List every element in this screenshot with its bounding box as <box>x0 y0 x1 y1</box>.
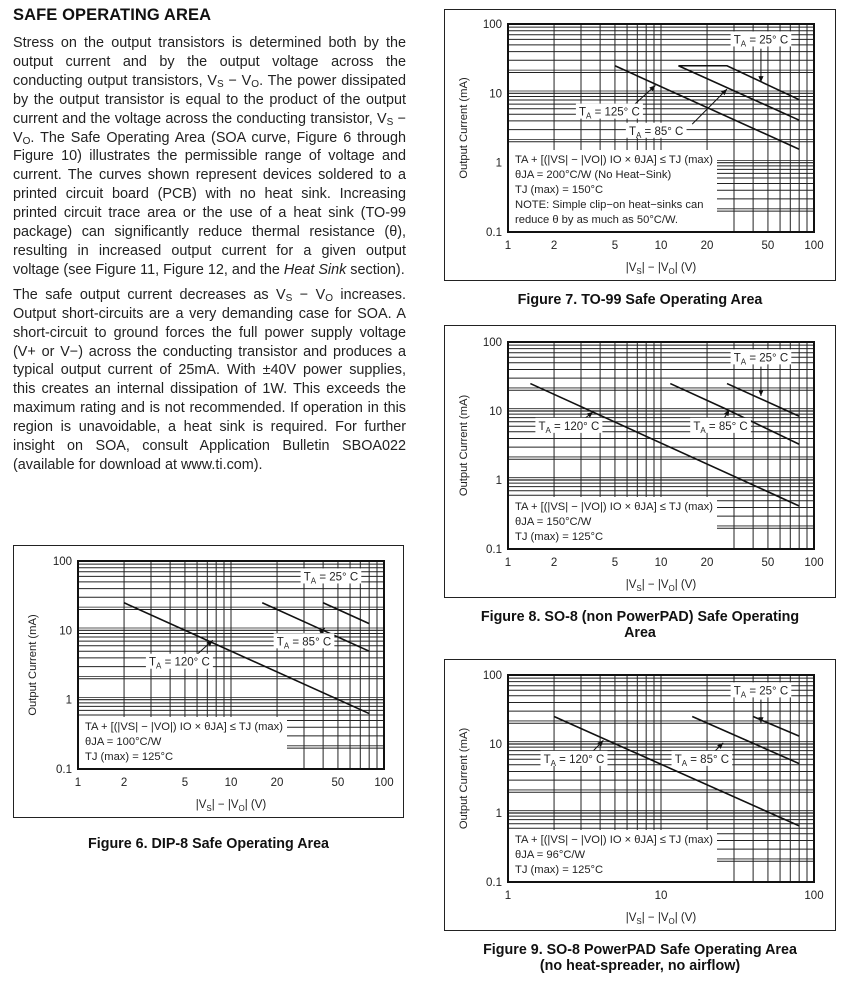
figure-6-caption: Figure 6. DIP-8 Safe Operating Area <box>88 836 329 852</box>
figure-8-chart <box>445 326 837 599</box>
svg-text:TA = 120° C: $T_A = 120^\circ$ C <box>538 420 600 435</box>
x-tick-label: 10 <box>654 240 668 252</box>
x-axis-label: $|V_S| - |V_O|$ (V) <box>195 799 267 813</box>
svg-text:TA + [(|VS| − |VO|) IO × θJA]: TA + [(|VS| − |VO|) IO × θJA] ≤ TJ (max) <box>515 501 713 513</box>
x-axis-label: $|V_S| - |V_O|$ (V) <box>625 579 697 593</box>
x-tick-label: 1 <box>504 557 512 569</box>
svg-text:θJA = 96°C/W: θJA = 96°C/W <box>515 849 586 861</box>
paragraph-2: The safe output current decreases as $V_S - V_O$ increases. Output short-circuits are a very demanding case for SOA. A short-circuit to ground forces the full power supply voltage (V+ or V−) across the conducting transistor and produces a typical output current of 25mA. With ±40V power supplies, this creates an internal dissipation of 1W. This exceeds the maximum rating and is not recommended. If operation in this region is unavoidable, a heat sink is required. For further insight on SOA, consult Application Bulletin SBOA022 (available for download at www.ti.com). <box>13 286 406 473</box>
series-line <box>323 603 369 624</box>
figure-9-frame <box>444 659 836 931</box>
x-tick-label: 20 <box>270 777 284 789</box>
y-tick-label: 10 <box>59 625 72 638</box>
y-tick-label: 1 <box>495 475 502 487</box>
y-tick-label: 0.1 <box>486 227 502 239</box>
figure-8-caption: Figure 8. SO-8 (non PowerPAD) Safe Operating Area <box>480 609 800 641</box>
x-tick-label: 2 <box>550 557 558 569</box>
svg-text:θJA = 150°C/W: θJA = 150°C/W <box>515 516 592 528</box>
annotation-box <box>509 150 717 231</box>
figure-7-chart <box>445 10 837 282</box>
y-tick-label: 0.1 <box>56 764 72 776</box>
svg-text:TA = 25° C: $T_A = 25^\circ$ C <box>303 571 359 586</box>
x-tick-label: 10 <box>224 777 238 789</box>
figure-7-frame <box>444 9 836 281</box>
y-axis-label: Output Current (mA) <box>27 614 39 716</box>
y-tick-label: 100 <box>482 19 502 31</box>
x-tick-label: 5 <box>611 557 619 569</box>
figure-6-chart <box>14 546 405 819</box>
paragraph-1: Stress on the output transistors is determined both by the output current and by the output voltage across the conducting output transistors, $V_S - V_O$. The power dissipated by the output transistor is equal to the product of the output current and the voltage across the conducting transistor, $V_S - V_O$. The Safe Operating Area (SOA curve, Figure 6 through Figure 10) illustrates the permissible range of voltage and current. The curves shown represent devices soldered to a printed circuit board (PCB) with no heat sink. Increasing printed circuit trace area or the use of a heat sink (TO-99 package) can significantly reduce thermal resistance (θ), resulting in increased output current for a given output voltage (see Figure 11, Figure 12, and the Heat Sink section). <box>13 35 407 278</box>
figure-9-chart <box>445 660 837 932</box>
y-axis-label: Output Current (mA) <box>458 394 470 497</box>
y-tick-label: 100 <box>52 556 72 568</box>
y-tick-label: 1 <box>65 694 72 707</box>
x-tick-label: 50 <box>761 557 775 569</box>
y-tick-label: 10 <box>489 406 502 418</box>
curve-label <box>301 568 362 585</box>
annotation-box <box>509 497 717 548</box>
svg-text:TA = 125° C: $T_A = 125^\circ$ C <box>579 106 640 121</box>
text-column <box>13 6 406 481</box>
svg-text:TA = 120° C: $T_A = 120^\circ$ C <box>543 753 605 768</box>
figure-9-caption: Figure 9. SO-8 PowerPAD Safe Operating Area (no heat-spreader, no airflow) <box>483 942 797 974</box>
x-tick-label: 2 <box>550 240 558 252</box>
y-tick-label: 100 <box>482 670 502 682</box>
svg-text:θJA = 200°C/W (No Heat−Sink): θJA = 200°C/W (No Heat−Sink) <box>515 169 672 181</box>
y-tick-label: 10 <box>489 88 502 101</box>
svg-text:TA = 120° C: $T_A = 120^\circ$ C <box>149 656 210 671</box>
svg-text:TA = 85° C: $T_A = 85^\circ$ C <box>693 420 748 435</box>
y-tick-label: 10 <box>489 739 502 751</box>
x-tick-label: 10 <box>654 890 668 902</box>
y-axis-label: Output Current (mA) <box>458 77 470 179</box>
y-tick-label: 1 <box>495 157 502 170</box>
y-tick-label: 0.1 <box>486 877 502 889</box>
curve-label <box>731 31 792 82</box>
figure-7-caption: Figure 7. TO-99 Safe Operating Area <box>517 292 763 308</box>
x-tick-label: 5 <box>181 777 189 789</box>
x-tick-label: 1 <box>504 890 512 902</box>
x-tick-label: 1 <box>74 777 82 789</box>
x-tick-label: 50 <box>331 777 345 789</box>
svg-text:TJ (max) = 125°C: TJ (max) = 125°C <box>515 531 604 543</box>
section-title: SAFE OPERATING AREA <box>13 6 212 24</box>
x-tick-label: 50 <box>761 240 775 252</box>
svg-text:TA = 25° C: $T_A = 25^\circ$ C <box>733 685 789 700</box>
x-tick-label: 20 <box>700 557 714 569</box>
svg-text:TA + [(|VS| − |VO|) IO × θJA]: TA + [(|VS| − |VO|) IO × θJA] ≤ TJ (max) <box>515 154 713 166</box>
figure-6-frame <box>13 545 404 818</box>
svg-text:reduce θ by as much as 50°C/W.: reduce θ by as much as 50°C/W. <box>515 214 679 226</box>
svg-text:TJ (max) = 125°C: TJ (max) = 125°C <box>85 751 174 763</box>
x-axis-label: $|V_S| - |V_O|$ (V) <box>625 912 697 926</box>
x-tick-label: 100 <box>804 890 824 902</box>
series-line <box>678 66 799 100</box>
heat-sink-link-text: Heat Sink <box>283 261 347 278</box>
x-tick-label: 2 <box>120 777 128 789</box>
svg-text:NOTE: Simple clip−on heat−sink: NOTE: Simple clip−on heat−sinks can <box>515 199 704 211</box>
svg-text:TJ (max) = 150°C: TJ (max) = 150°C <box>515 184 604 196</box>
annotation-box <box>509 830 717 881</box>
x-tick-label: 10 <box>654 557 668 569</box>
y-tick-label: 100 <box>482 337 502 349</box>
y-axis-label: Output Current (mA) <box>458 727 470 830</box>
svg-text:TA = 85° C: $T_A = 85^\circ$ C <box>628 125 684 140</box>
x-tick-label: 5 <box>611 240 619 252</box>
x-tick-label: 20 <box>700 240 714 252</box>
x-tick-label: 100 <box>804 240 824 252</box>
figure-8-frame <box>444 325 836 598</box>
svg-text:TA = 25° C: $T_A = 25^\circ$ C <box>733 34 789 49</box>
annotation-box <box>79 717 287 768</box>
curve-label <box>672 743 733 768</box>
y-tick-label: 0.1 <box>486 544 502 556</box>
series-line <box>530 384 799 506</box>
svg-text:TJ (max) = 125°C: TJ (max) = 125°C <box>515 864 604 876</box>
arrow-icon <box>758 390 763 396</box>
x-tick-label: 100 <box>804 557 824 569</box>
svg-text:TA = 85° C: $T_A = 85^\circ$ C <box>674 753 730 768</box>
svg-text:TA = 25° C: $T_A = 25^\circ$ C <box>733 352 789 367</box>
x-tick-label: 100 <box>374 777 394 789</box>
curve-label <box>146 640 213 670</box>
svg-text:TA + [(|VS| − |VO|) IO × θJA]: TA + [(|VS| − |VO|) IO × θJA] ≤ TJ (max) <box>85 721 283 733</box>
svg-text:TA = 85° C: $T_A = 85^\circ$ C <box>276 636 332 651</box>
curve-label <box>690 410 751 435</box>
x-axis-label: $|V_S| - |V_O|$ (V) <box>625 262 697 276</box>
svg-text:θJA = 100°C/W: θJA = 100°C/W <box>85 736 162 748</box>
curve-label <box>535 412 602 435</box>
y-tick-label: 1 <box>495 808 502 820</box>
arrow-icon <box>587 412 593 418</box>
svg-text:TA + [(|VS| − |VO|) IO × θJA]: TA + [(|VS| − |VO|) IO × θJA] ≤ TJ (max) <box>515 834 713 846</box>
x-tick-label: 1 <box>504 240 512 252</box>
